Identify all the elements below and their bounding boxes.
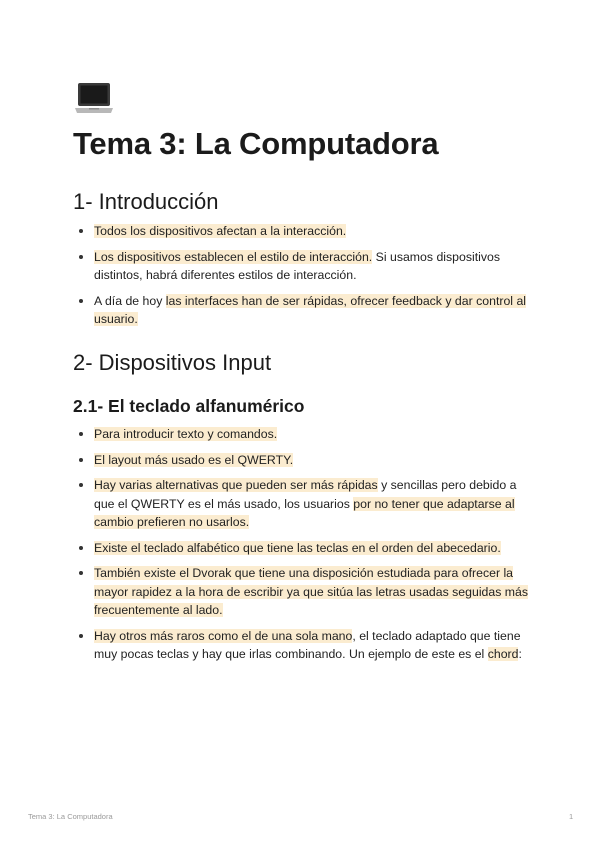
list-item xyxy=(73,627,533,664)
highlighted-text: las interfaces han de ser rápidas, ofrecer feedback y dar control al usuario. xyxy=(94,293,527,326)
text-segment: , el teclado adaptado que tiene muy pocas teclas y hay que irlas combinando. Un ejemplo de este es el xyxy=(94,628,521,661)
bullet-list-introduccion xyxy=(73,222,533,336)
highlighted-text: Hay otros más raros como el de una sola mano xyxy=(94,628,353,643)
highlighted-text: chord xyxy=(487,647,519,661)
subsection-heading-teclado: 2.1- El teclado alfanumérico xyxy=(73,396,305,416)
text-segment: : xyxy=(518,647,522,661)
highlighted-text: por no tener que adaptarse al cambio prefieren no usarlos. xyxy=(94,496,515,529)
list-item xyxy=(73,476,533,532)
footer-title: Tema 3: La Computadora xyxy=(28,812,113,821)
highlighted-text: También existe el Dvorak que tiene una disposición estudiada para ofrecer la mayor rapidez a la hora de escribir ya que sitúa las letras usadas seguidas más frecuentemente al lado. xyxy=(94,566,529,617)
text-segment: Si usamos dispositivos distintos, habrá diferentes estilos de interacción. xyxy=(94,249,501,282)
list-item xyxy=(73,292,533,329)
highlighted-text: Para introducir texto y comandos. xyxy=(94,427,278,441)
page-number: 1 xyxy=(569,812,574,821)
highlighted-text: Hay varias alternativas que pueden ser más rápidas xyxy=(94,478,378,492)
bullet-list-teclado xyxy=(73,425,533,671)
list-item xyxy=(73,222,533,241)
highlighted-text: Todos los dispositivos afectan a la interacción. xyxy=(94,224,347,238)
highlighted-text: Los dispositivos establecen el estilo de interacción. xyxy=(94,249,373,264)
list-item xyxy=(73,248,533,285)
list-item xyxy=(73,564,533,620)
section-heading-introduccion: 1- Introducción xyxy=(73,189,219,214)
text-segment: y sencillas pero debido a que el QWERTY es el más usado, los usuarios xyxy=(94,478,517,511)
laptop-icon xyxy=(74,80,114,118)
highlighted-text: Existe el teclado alfabético que tiene las teclas en el orden del abecedario. xyxy=(94,540,501,555)
section-heading-dispositivos-input: 2- Dispositivos Input xyxy=(73,350,272,375)
list-item xyxy=(73,425,533,444)
page-title: Tema 3: La Computadora xyxy=(73,126,439,161)
list-item xyxy=(73,451,533,470)
text-segment: A día de hoy xyxy=(94,293,166,308)
list-item xyxy=(73,539,533,558)
highlighted-text: El layout más usado es el QWERTY. xyxy=(94,452,294,467)
